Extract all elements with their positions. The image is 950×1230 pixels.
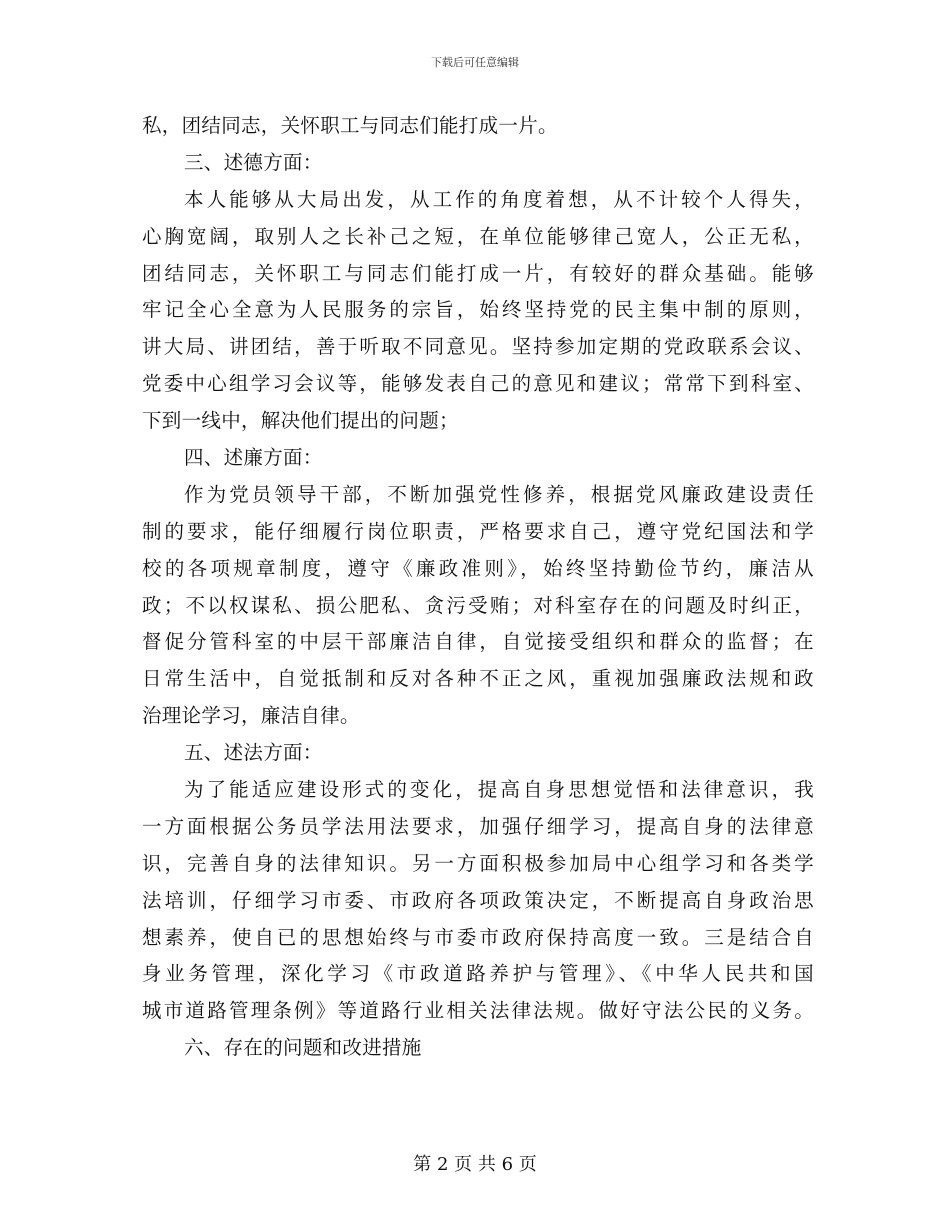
text-line: 讲大局、讲团结，善于听取不同意见。坚持参加定期的党政联系会议、 — [142, 335, 814, 359]
text-line: 本人能够从大局出发，从工作的角度着想，从不计较个人得失， — [184, 187, 814, 211]
text-line: 三、述德方面： — [184, 150, 323, 174]
text-line: 治理论学习，廉洁自律。 — [142, 704, 360, 728]
text-line: 日常生活中，自觉抵制和反对各种不正之风，重视加强廉政法规和政 — [142, 667, 814, 691]
text-line: 制的要求，能仔细履行岗位职责，严格要求自己，遵守党纪国法和学 — [142, 519, 814, 543]
text-line: 校的各项规章制度，遵守《廉政准则》，始终坚持勤俭节约，廉洁从 — [142, 556, 814, 580]
text-line: 想素养，使自已的思想始终与市委市政府保持高度一致。三是结合自 — [142, 925, 814, 949]
document-body — [142, 108, 814, 1067]
text-line: 五、述法方面： — [184, 741, 323, 765]
text-line: 识，完善自身的法律知识。另一方面积极参加局中心组学习和各类学 — [142, 851, 814, 875]
text-line: 团结同志，关怀职工与同志们能打成一片，有较好的群众基础。能够 — [142, 261, 814, 285]
text-line: 城市道路管理条例》等道路行业相关法律法规。做好守法公民的义务。 — [142, 999, 814, 1023]
text-line: 身业务管理，深化学习《市政道路养护与管理》、《中华人民共和国 — [142, 962, 814, 986]
text-line: 为了能适应建设形式的变化，提高自身思想觉悟和法律意识，我 — [184, 778, 814, 802]
text-line: 政；不以权谋私、损公肥私、贪污受贿；对科室存在的问题及时纠正， — [142, 593, 814, 617]
text-line: 牢记全心全意为人民服务的宗旨，始终坚持党的民主集中制的原则， — [142, 298, 814, 322]
page-header: 下载后可任意编辑 — [431, 56, 519, 69]
page-footer: 第 2 页 共 6 页 — [413, 1154, 537, 1175]
text-line: 四、述廉方面： — [184, 446, 323, 470]
text-line: 党委中心组学习会议等，能够发表自己的意见和建议；常常下到科室、 — [142, 372, 814, 396]
text-line: 下到一线中，解决他们提出的问题； — [142, 409, 459, 433]
text-line: 一方面根据公务员学法用法要求，加强仔细学习，提高自身的法律意 — [142, 814, 814, 838]
text-line: 私，团结同志，关怀职工与同志们能打成一片。 — [142, 114, 558, 137]
text-line: 六、存在的问题和改进措施 — [184, 1036, 422, 1060]
text-line: 作为党员领导干部，不断加强党性修养，根据党风廉政建设责任 — [184, 482, 814, 506]
text-line: 督促分管科室的中层干部廉洁自律，自觉接受组织和群众的监督；在 — [142, 630, 814, 654]
text-line: 心胸宽阔，取别人之长补己之短，在单位能够律己宽人，公正无私， — [142, 224, 814, 248]
text-line: 法培训，仔细学习市委、市政府各项政策决定，不断提高自身政治思 — [142, 888, 814, 912]
